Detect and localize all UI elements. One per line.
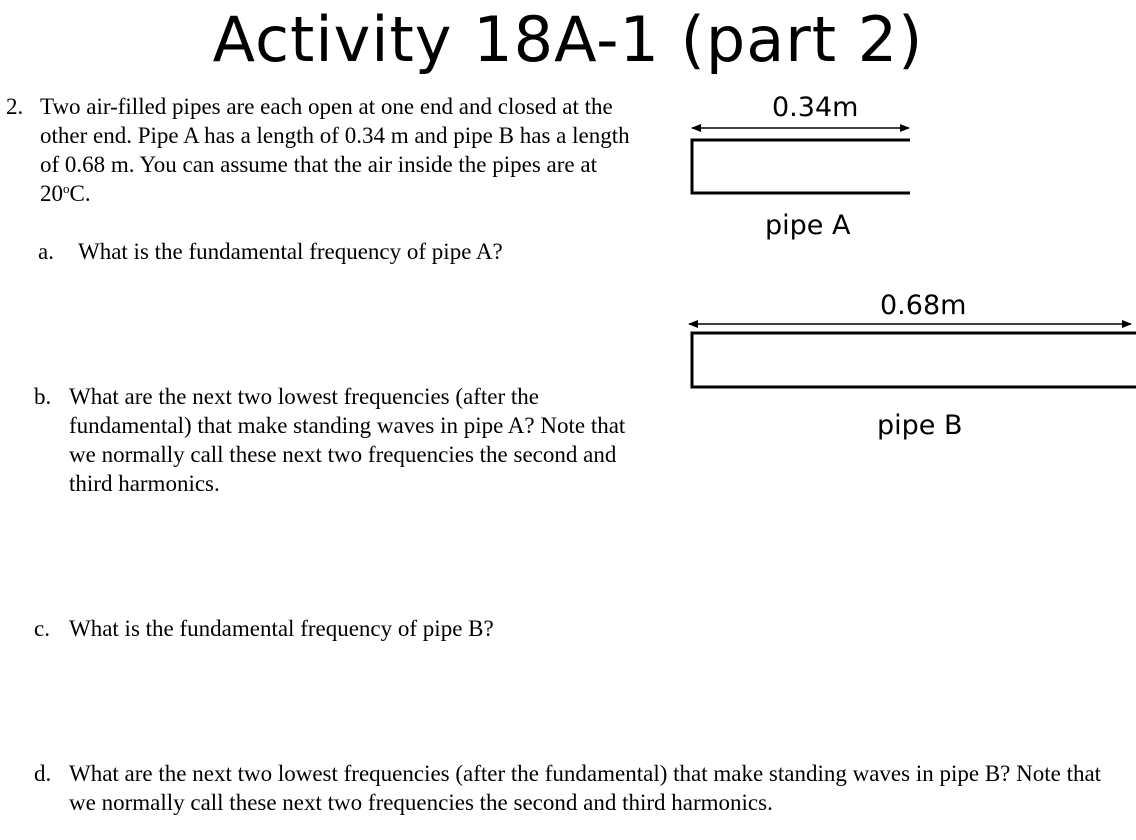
- part-d-text: What are the next two lowest frequencies (after the fundamental) that make standing waves in pipe B? Note that we normally call these next two frequencies the second and third harmonics.: [69, 761, 1102, 815]
- pipe-b-name: pipe B: [877, 410, 963, 441]
- question-body: Two air-filled pipes are each open at one end and closed at the other end. Pipe A has a length of 0.34 m and pipe B has a length of 0.68 m. You can assume that the air inside the pipes are at 20: [40, 94, 630, 206]
- part-a-letter: a.: [38, 239, 54, 264]
- page-title: Activity 18A-1 (part 2): [212, 3, 924, 76]
- pipe-b-length-label: 0.68m: [880, 290, 967, 321]
- part-a-text: What is the fundamental frequency of pipe A?: [78, 239, 503, 264]
- part-b-text: What are the next two lowest frequencies (after the fundamental) that make standing waves in pipe A? Note that we normally call these next two frequencies the second and third harmonics.: [69, 384, 626, 496]
- pipe-a-outline: [692, 140, 910, 193]
- pipe-a-name: pipe A: [765, 210, 851, 241]
- pipe-b-outline: [692, 333, 1136, 387]
- part-b-letter: b.: [34, 384, 52, 409]
- part-d-letter: d.: [34, 761, 52, 786]
- pipe-a-length-label: 0.34m: [772, 92, 859, 123]
- degree-symbol: o: [63, 181, 70, 196]
- part-c-text: What is the fundamental frequency of pipe B?: [69, 616, 494, 641]
- part-c-letter: c.: [34, 616, 50, 641]
- temperature-unit: C.: [69, 181, 91, 206]
- question-number: 2.: [6, 94, 24, 119]
